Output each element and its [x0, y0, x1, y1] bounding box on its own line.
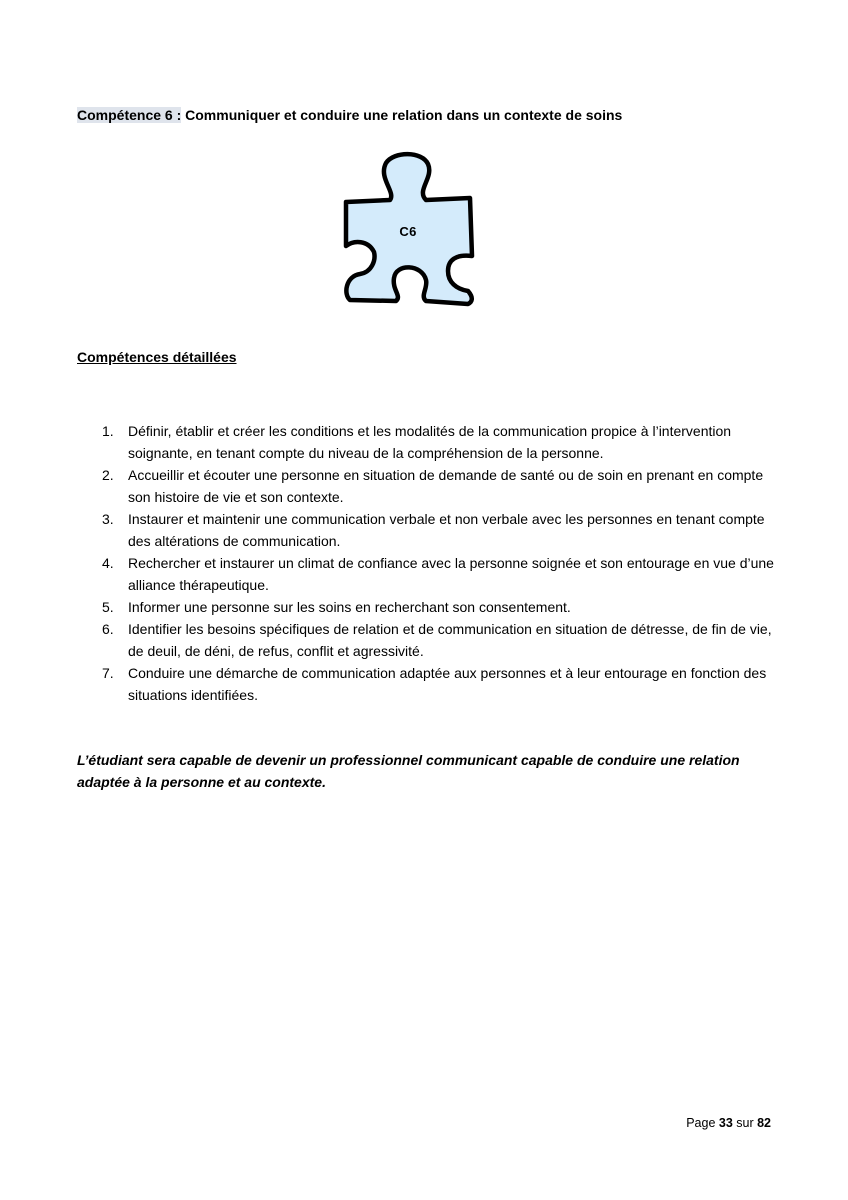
competence-number-label: Compétence 6 :: [77, 107, 182, 123]
list-item-text: Définir, établir et créer les conditions et les modalités de la communication propice à l’intervention soignante, en tenant compte du niveau de la compréhension de la personne.: [128, 423, 732, 461]
list-item-number: 7.: [102, 665, 114, 681]
list-item-number: 6.: [102, 621, 114, 637]
page-prefix: Page: [686, 1116, 719, 1130]
list-item: [77, 618, 777, 662]
list-item-text: Informer une personne sur les soins en recherchant son consentement.: [128, 599, 571, 615]
puzzle-label: C6: [399, 224, 417, 239]
page-footer: [686, 1116, 771, 1130]
competence-title: Communiquer et conduire une relation dans un contexte de soins: [181, 107, 623, 123]
puzzle-piece: [338, 150, 478, 310]
list-item: [77, 508, 777, 552]
competence-heading: [77, 106, 622, 124]
list-item-text: Conduire une démarche de communication adaptée aux personnes et à leur entourage en fonction des situations identifiées.: [128, 665, 767, 703]
list-item-number: 5.: [102, 599, 114, 615]
list-item-text: Identifier les besoins spécifiques de relation et de communication en situation de détresse, de fin de vie, de deuil, de déni, de refus, conflit et agressivité.: [128, 621, 772, 659]
list-item-number: 1.: [102, 423, 114, 439]
list-item-text: Rechercher et instaurer un climat de confiance avec la personne soignée et son entourage en vue d’une alliance thérapeutique.: [128, 555, 774, 593]
page-separator: sur: [732, 1116, 758, 1130]
current-page-number: 33: [718, 1116, 733, 1130]
list-item-text: Accueillir et écouter une personne en situation de demande de santé ou de soin en prenant en compte son histoire de vie et son contexte.: [128, 467, 764, 505]
list-item-text: Instaurer et maintenir une communication verbale et non verbale avec les personnes en tenant compte des altérations de communication.: [128, 511, 765, 549]
list-item-number: 4.: [102, 555, 114, 571]
total-pages: 82: [757, 1116, 771, 1130]
list-item: [77, 662, 777, 706]
list-item-number: 3.: [102, 511, 114, 527]
list-item: [77, 596, 777, 618]
list-item: [77, 552, 777, 596]
list-item: [77, 420, 777, 464]
list-item-number: 2.: [102, 467, 114, 483]
conclusion-statement: L’étudiant sera capable de devenir un professionnel communicant capable de conduire une relation adaptée à la personne et au contexte.: [77, 752, 740, 790]
list-item: [77, 464, 777, 508]
competence-list: [77, 420, 777, 706]
section-title: Compétences détaillées: [77, 349, 237, 365]
